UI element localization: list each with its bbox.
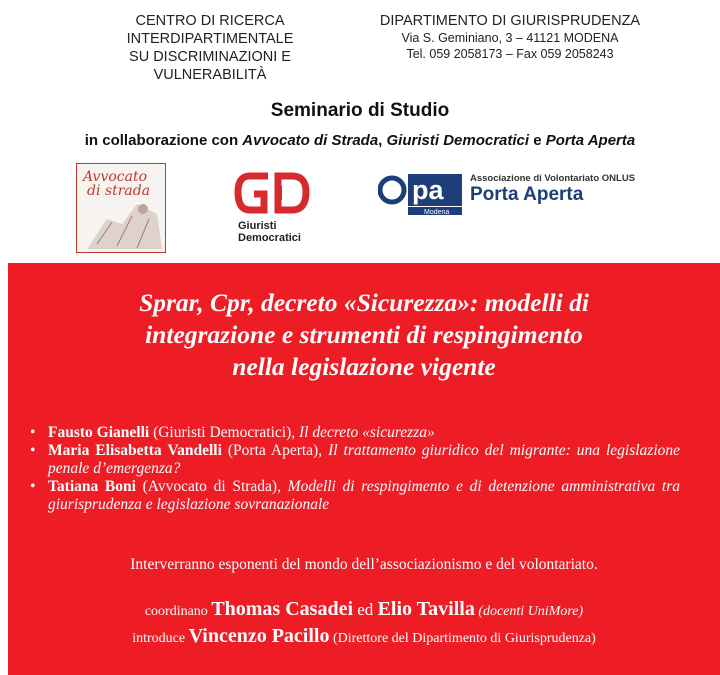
- speaker-item: [30, 424, 680, 442]
- introducer-name: Vincenzo Pacillo: [188, 625, 330, 647]
- coord-prefix: coordinano: [144, 604, 212, 619]
- intro-prefix: introduce: [132, 631, 189, 646]
- bullet-icon: •: [30, 442, 36, 459]
- partner-porta-aperta: Porta Aperta: [545, 132, 636, 149]
- giuristi-democratici-logo: [234, 170, 324, 250]
- department-title: DIPARTIMENTO DI GIURISPRUDENZA: [379, 13, 641, 29]
- department-address: Via S. Geminiano, 3 – 41121 MODENA: [401, 31, 619, 45]
- seminar-title: Seminario di Studio: [270, 100, 450, 121]
- gd-line2: Democratici: [238, 232, 301, 244]
- introduction-line: [8, 625, 720, 648]
- speaker-item: [30, 478, 680, 514]
- partner-giuristi: Giuristi Democratici: [386, 132, 530, 149]
- ads-line2: di strada: [87, 183, 151, 199]
- event-banner: [8, 263, 720, 675]
- gd-line1: Giuristi: [238, 220, 277, 232]
- interventions-note: Interverranno esponenti del mondo dell’associazionismo e del volontariato.: [130, 556, 598, 573]
- coordinator-name: Elio Tavilla: [377, 598, 475, 620]
- coord-note: (docenti UniMore): [474, 604, 584, 619]
- intro-note: (Direttore del Dipartimento di Giurisprudenza): [329, 631, 596, 646]
- speaker-topic: Il trattamento giuridico del migrante: una legislazione penale d’emergenza?: [48, 442, 681, 477]
- partner-avvocato: Avvocato di Strada: [242, 132, 379, 149]
- event-title: [8, 287, 720, 383]
- research-center-line: CENTRO DI RICERCA: [135, 13, 285, 29]
- bullet-icon: •: [30, 478, 36, 495]
- speaker-item: [30, 442, 680, 478]
- research-center-header: [95, 12, 325, 84]
- gd-name: [238, 220, 301, 244]
- research-center-line: SU DISCRIMINAZIONI E: [129, 49, 291, 65]
- speaker-name: Tatiana Boni: [48, 478, 136, 495]
- speaker-affiliation: (Avvocato di Strada),: [135, 478, 288, 495]
- collab-prefix: in collaborazione con: [84, 132, 243, 149]
- svg-text:pa: pa: [412, 175, 444, 205]
- research-center-line: VULNERABILITÀ: [153, 67, 267, 83]
- coord-join: ed: [353, 600, 378, 619]
- apa-association: Associazione di Volontariato ONLUS: [470, 173, 636, 184]
- speaker-topic: Il decreto «sicurezza»: [299, 424, 435, 441]
- department-phone: Tel. 059 2058173 – Fax 059 2058243: [406, 47, 614, 61]
- research-center-line: INTERDIPARTIMENTALE: [126, 31, 294, 47]
- event-title-line: Sprar, Cpr, decreto «Sicurezza»: modelli di: [139, 288, 589, 317]
- speaker-affiliation: (Giuristi Democratici),: [149, 424, 299, 441]
- svg-text:Modena: Modena: [424, 209, 450, 216]
- ads-wordmark: [83, 170, 150, 198]
- speaker-affiliation: (Porta Aperta),: [221, 442, 329, 459]
- event-title-line: integrazione e strumenti di respingimento: [145, 320, 583, 349]
- collab-sep: e: [529, 132, 546, 149]
- speaker-topic: Modelli di respingimento e di detenzione amministrativa tra giurisprudenza e legislazione sovranazionale: [48, 478, 680, 513]
- avvocato-di-strada-logo: [76, 163, 166, 253]
- speaker-list: [30, 424, 680, 514]
- porta-aperta-logo: [378, 170, 638, 216]
- ads-line1: Avvocato: [83, 169, 148, 185]
- bullet-icon: •: [30, 424, 36, 441]
- department-header: [345, 12, 675, 62]
- apa-mark-icon: [378, 170, 468, 216]
- coordinator-name: Thomas Casadei: [211, 598, 354, 620]
- speaker-name: Maria Elisabetta Vandelli: [48, 442, 222, 459]
- collaboration-line: [0, 132, 720, 149]
- speaker-name: Fausto Gianelli: [48, 424, 150, 441]
- collab-sep: ,: [378, 132, 387, 149]
- gd-mark-icon: [234, 170, 314, 218]
- coordination-line: [8, 598, 720, 621]
- event-title-line: nella legislazione vigente: [232, 352, 496, 381]
- apa-name: Porta Aperta: [470, 184, 584, 205]
